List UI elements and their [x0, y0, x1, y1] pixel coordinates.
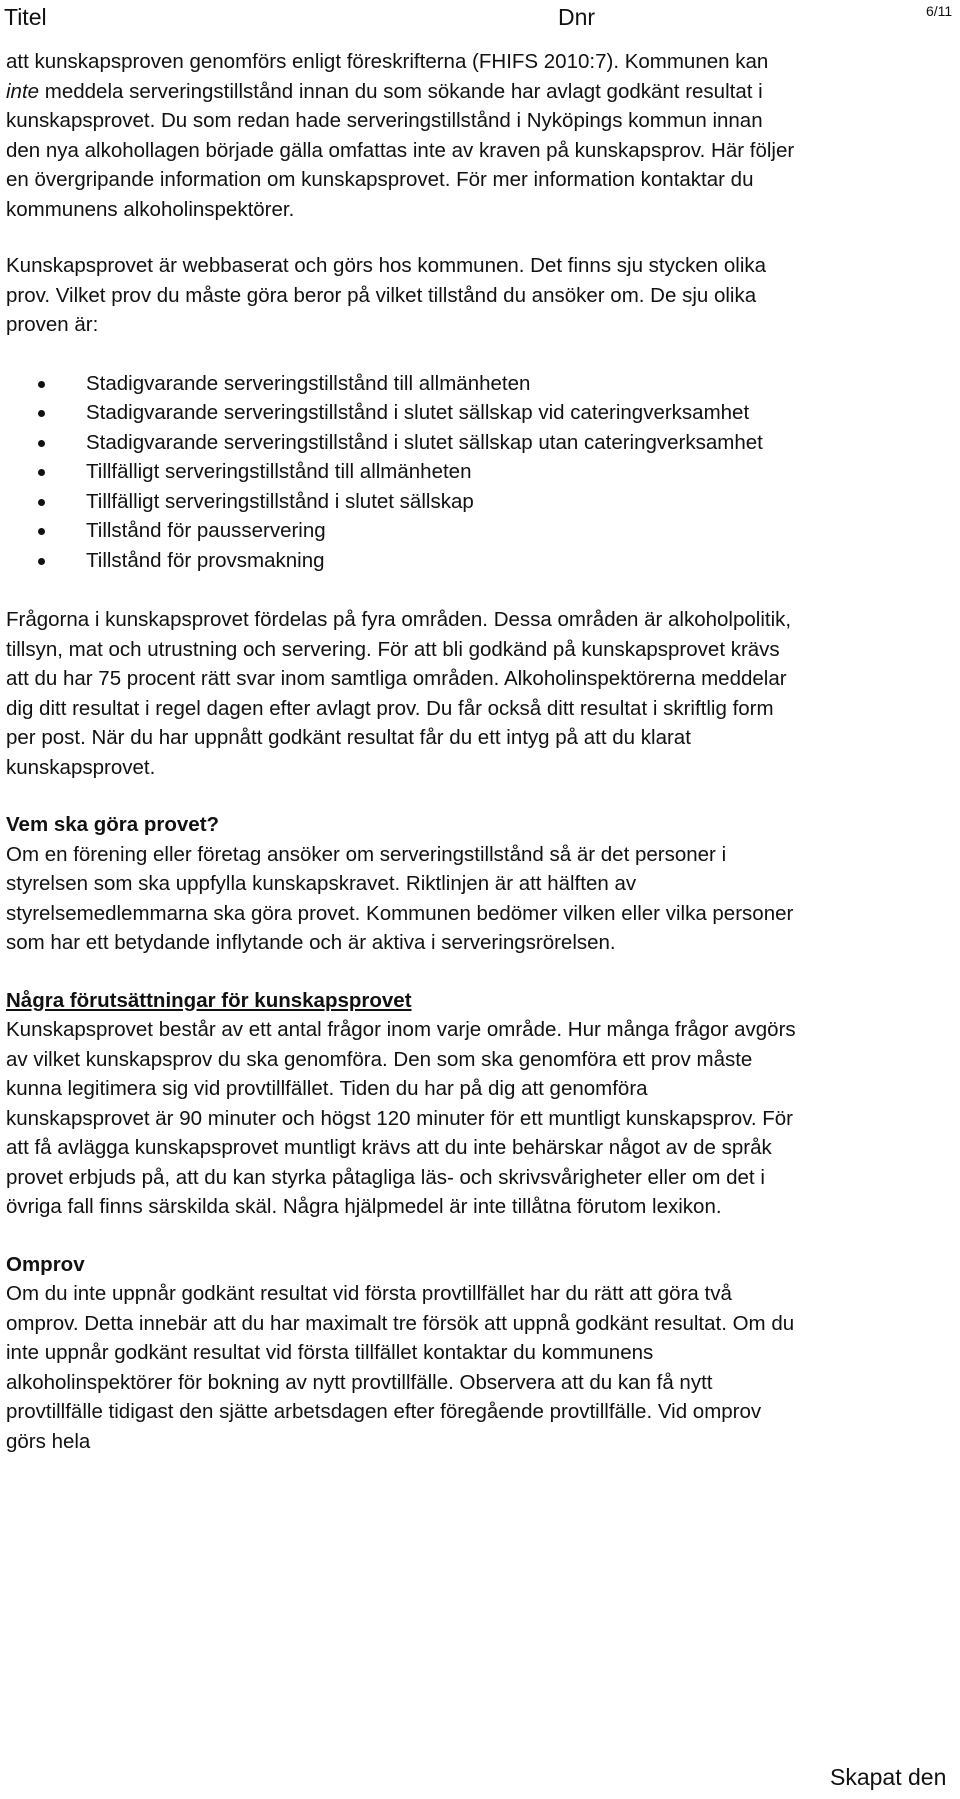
list-item	[6, 398, 806, 428]
list-item-text: Stadigvarande serveringstillstånd till allmänheten	[86, 371, 531, 395]
retake-heading: Omprov	[6, 1252, 85, 1276]
bullet-icon	[38, 499, 45, 506]
areas-paragraph: Frågorna i kunskapsprovet fördelas på fyra områden. Dessa områden är alkoholpolitik, tillsyn, mat och utrustning och servering. För att bli godkänd på kunskapsprovet krävs att du har 75 procent rätt svar inom samtliga områden. Alkoholinspektörerna meddelar dig ditt resultat i regel dagen efter avlagt prov. Du får också ditt resultat i skriftlig form per post. När du har uppnått godkänt resultat får du ett intyg på att du klarat kunskapsprovet.	[6, 608, 792, 779]
who-heading: Vem ska göra provet?	[6, 813, 220, 836]
intro-text-start: att kunskapsproven genomförs enligt föreskrifterna (FHIFS 2010:7). Kommunen kan	[6, 50, 769, 73]
bullet-icon	[38, 528, 45, 535]
list-item	[6, 546, 806, 576]
list-item-text: Tillfälligt serveringstillstånd till allmänheten	[86, 460, 472, 483]
intro-text-end: meddela serveringstillstånd innan du som sökande har avlagt godkänt resultat i kunskapsprovet. Du som redan hade serveringstillstånd i Nyköpings kommun innan den nya alkohollagen började gälla omfattas inte av kraven på kunskapsprov. Här följer en övergripande information om kunskapsprovet. För mer information kontaktar du kommunens alkoholinspektörer.	[6, 79, 795, 221]
list-item-text: Tillfälligt serveringstillstånd i slutet sällskap	[86, 489, 474, 513]
web-test-paragraph: Kunskapsprovet är webbaserat och görs hos kommunen. Det finns sju stycken olika prov. Vilket prov du måste göra beror på vilket tillstånd du ansöker om. De sju olika proven är:	[6, 254, 767, 336]
document-body	[6, 47, 956, 1456]
list-item	[6, 457, 806, 487]
intro-italic-word: inte	[6, 79, 40, 103]
list-item-text: Stadigvarande serveringstillstånd i slutet sällskap vid cateringverksamhet	[86, 401, 750, 424]
list-item	[6, 428, 806, 458]
header-dnr: Dnr	[558, 4, 596, 30]
bullet-icon	[38, 469, 45, 476]
bullet-icon	[38, 558, 45, 565]
test-types-list	[6, 369, 956, 576]
bullet-icon	[38, 381, 45, 388]
list-item	[6, 487, 806, 517]
page-number: 6/11	[926, 3, 953, 19]
page-header	[0, 0, 960, 40]
list-item-text: Tillstånd för pausservering	[86, 519, 326, 542]
list-item-text: Tillstånd för provsmakning	[86, 548, 325, 572]
header-title: Titel	[4, 4, 47, 30]
prereq-heading: Några förutsättningar för kunskapsprovet	[6, 988, 412, 1012]
retake-paragraph: Om du inte uppnår godkänt resultat vid första provtillfället har du rätt att göra två omprov. Detta innebär att du har maximalt tre försök att uppnå godkänt resultat. Om du inte uppnår godkänt resultat vid första tillfället kontaktar du kommunens alkoholinspektörer för bokning av nytt provtillfälle. Observera att du kan få nytt provtillfälle tidigast den sjätte arbetsdagen efter föregående provtillfälle. Vid omprov görs hela	[6, 1282, 795, 1453]
prereq-paragraph: Kunskapsprovet består av ett antal frågor inom varje område. Hur många frågor avgörs av vilket kunskapsprov du ska genomföra. Den som ska genomföra ett prov måste kunna legitimera sig vid provtillfället. Tiden du har på dig att genomföra kunskapsprovet är 90 minuter och högst 120 minuter för ett muntligt kunskapsprov. För att få avlägga kunskapsprovet muntligt krävs att du inte behärskar något av de språk provet erbjuds på, att du kan styrka påtagliga läs- och skrivsvårigheter eller om det i övriga fall finns särskilda skäl. Några hjälpmedel är inte tillåtna förutom lexikon.	[6, 1018, 796, 1218]
footer-created: Skapat den	[830, 1764, 947, 1790]
list-item-text: Stadigvarande serveringstillstånd i slutet sällskap utan cateringverksamhet	[86, 430, 763, 454]
bullet-icon	[38, 410, 45, 417]
list-item	[6, 369, 806, 399]
who-paragraph: Om en förening eller företag ansöker om serveringstillstånd så är det personer i styrelsen som ska uppfylla kunskapskravet. Riktlinjen är att hälften av styrelsemedlemmarna ska göra provet. Kommunen bedömer vilken eller vilka personer som har ett betydande inflytande och är aktiva i serveringsrörelsen.	[6, 842, 794, 954]
intro-paragraph	[6, 47, 796, 224]
bullet-icon	[38, 440, 45, 447]
list-item	[6, 516, 806, 546]
